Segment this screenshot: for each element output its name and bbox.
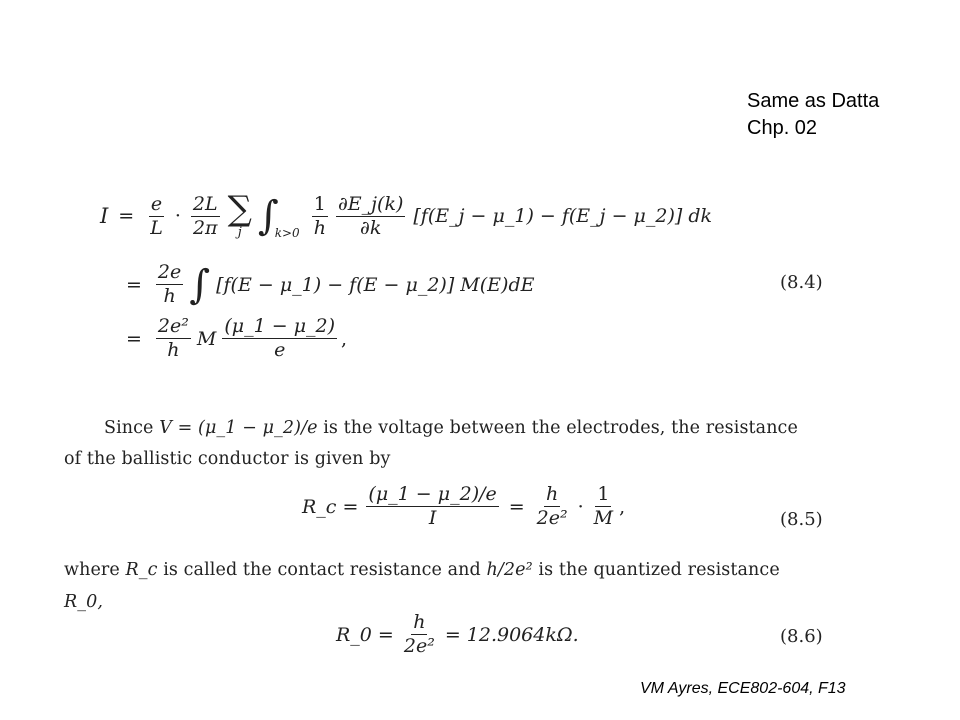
fraction-denominator: ∂k xyxy=(360,216,382,239)
integral-sign: ∫ xyxy=(257,193,279,239)
fraction-numerator: 2L xyxy=(192,192,218,215)
equation-8-4-row-1 xyxy=(100,189,713,240)
fraction-h-over-2e2 xyxy=(535,484,570,529)
fraction-mu-diff-over-i xyxy=(366,484,498,529)
fraction-numerator: 2e xyxy=(157,261,182,283)
dot-operator: · xyxy=(174,205,181,227)
paragraph-voltage-line-2: of the ballistic conductor is given by xyxy=(64,449,391,469)
fraction-denominator: L xyxy=(150,216,163,239)
paragraph-voltage xyxy=(104,418,798,438)
equation-8-5 xyxy=(302,484,625,529)
inline-math: V = (μ_1 − μ_2)/e xyxy=(159,418,318,438)
fraction-denominator: e xyxy=(274,339,286,361)
integral xyxy=(257,193,300,240)
fraction-denominator: h xyxy=(167,339,180,361)
summation xyxy=(227,189,252,240)
fraction-denominator: M xyxy=(593,507,614,529)
fraction-2l-over-2pi xyxy=(191,194,220,239)
side-note-line-2: Chp. 02 xyxy=(747,117,818,139)
fraction-e-over-l xyxy=(148,194,165,239)
fraction-1-over-m xyxy=(592,484,615,529)
summation-index: j xyxy=(237,225,242,240)
paragraph-contact-resistance xyxy=(64,560,780,580)
fraction-denominator: 2e² xyxy=(403,635,435,657)
fraction-2e-over-h xyxy=(156,262,183,307)
paragraph-text: Since xyxy=(104,418,154,438)
equals-sign: = xyxy=(118,205,135,227)
equation-lhs: R_c = xyxy=(302,495,359,518)
comma: , xyxy=(619,495,626,518)
paragraph-text: is the voltage between the electrodes, the resistance xyxy=(323,418,798,438)
fraction-numerator: h xyxy=(413,611,426,633)
current-symbol: I xyxy=(100,204,109,228)
fraction-h-over-2e2 xyxy=(402,612,437,657)
fraction-numerator: (μ_1 − μ_2) xyxy=(224,315,336,337)
paragraph-text: is called the contact resistance and xyxy=(163,560,481,580)
paragraph-text: where xyxy=(64,560,120,580)
fraction-dE-over-dk xyxy=(336,194,405,239)
fraction-numerator: 1 xyxy=(597,483,610,505)
fermi-difference-term: [f(E − μ_1) − f(E − μ_2)] M(E)dE xyxy=(216,273,535,296)
integral xyxy=(189,261,211,308)
equation-lhs: R_0 = xyxy=(336,623,394,646)
fraction-numerator: 2e² xyxy=(157,315,189,337)
equation-8-4-row-3 xyxy=(126,316,347,361)
fraction-numerator: ∂E_j(k) xyxy=(337,192,404,215)
equation-8-4-row-2 xyxy=(126,262,534,307)
fraction-numerator: (μ_1 − μ_2)/e xyxy=(368,483,497,505)
dot-operator: · xyxy=(577,495,584,518)
inline-math: R_c xyxy=(125,560,158,580)
paragraph-contact-resistance-line-2: R_0, xyxy=(64,592,104,612)
equals-sign: = xyxy=(508,495,525,518)
fraction-denominator: h xyxy=(313,216,326,239)
mode-count-symbol: M xyxy=(196,327,217,350)
equals-sign: = xyxy=(126,273,142,296)
integral-sign: ∫ xyxy=(189,261,211,308)
fraction-denominator: 2e² xyxy=(536,507,568,529)
side-note-line-1: Same as Datta xyxy=(747,90,880,112)
fraction-numerator: h xyxy=(546,483,559,505)
fraction-denominator: h xyxy=(163,285,176,307)
equation-rhs: = 12.9064kΩ. xyxy=(444,623,579,646)
summation-sign: ∑ xyxy=(227,189,252,229)
equation-8-6 xyxy=(336,612,579,657)
integral-limit: k>0 xyxy=(274,226,300,240)
equals-sign: = xyxy=(126,327,142,350)
fraction-1-over-h xyxy=(312,194,328,239)
inline-math: h/2e² xyxy=(486,560,533,580)
footer-credit: VM Ayres, ECE802-604, F13 xyxy=(640,680,846,697)
fraction-numerator: 1 xyxy=(313,192,326,215)
fraction-mu-diff-over-e xyxy=(222,316,337,361)
paragraph-text: is the quantized resistance xyxy=(538,560,780,580)
equation-number-8-5: (8.5) xyxy=(780,509,823,530)
equation-number-8-4: (8.4) xyxy=(780,272,823,293)
fraction-2e2-over-h xyxy=(156,316,191,361)
equation-number-8-6: (8.6) xyxy=(780,626,823,647)
fraction-denominator: I xyxy=(428,507,437,529)
comma: , xyxy=(341,327,348,350)
fraction-numerator: e xyxy=(150,192,163,215)
fermi-difference-term: [f(E_j − μ_1) − f(E_j − μ_2)] dk xyxy=(413,205,713,227)
fraction-denominator: 2π xyxy=(192,216,218,239)
